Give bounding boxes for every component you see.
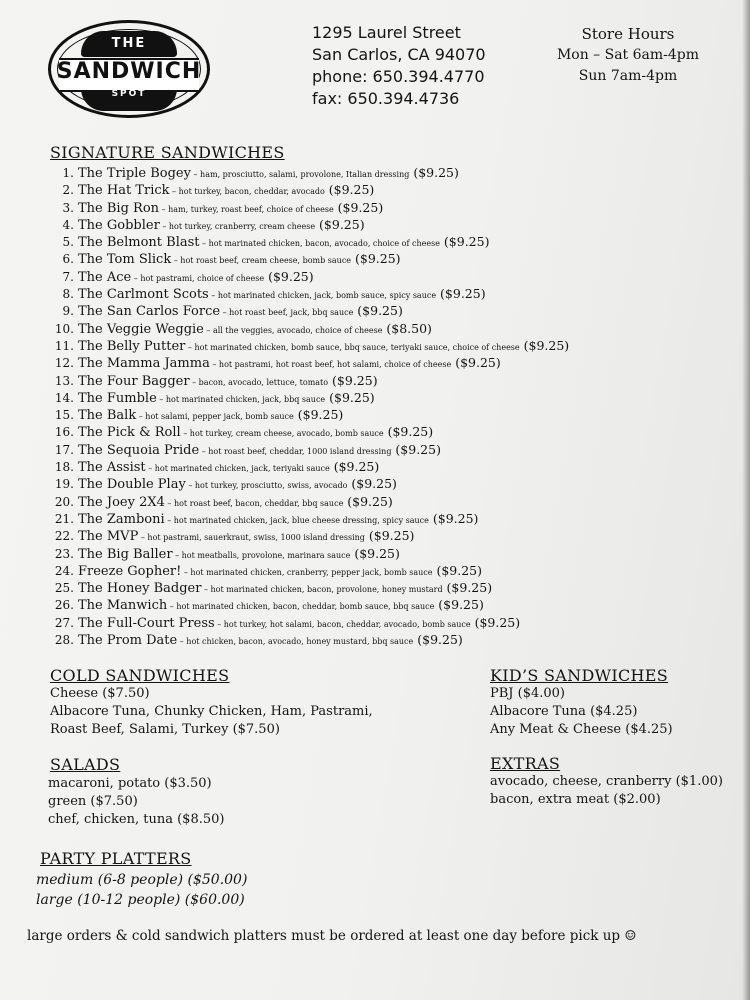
signature-item: [30, 285, 745, 302]
item-price: ($9.25): [315, 216, 365, 232]
salads-items: [48, 775, 224, 829]
item-number: 27.: [54, 615, 74, 630]
platters-heading: PARTY PLATTERS: [40, 849, 192, 868]
item-description: – hot marinated chicken, jack, blue cheese dressing, spicy sauce: [164, 515, 429, 525]
item-name: The Triple Bogey: [78, 166, 191, 181]
signature-item: [30, 614, 745, 631]
item-description: – hot turkey, bacon, cheddar, avocado: [169, 187, 325, 197]
item-description: – hot turkey, prosciutto, swiss, avocado: [185, 481, 348, 491]
item-price: ($9.25): [451, 355, 501, 371]
item-name: The Big Ron: [78, 200, 160, 216]
item-description: – hot turkey, cream cheese, avocado, bomb sauce: [180, 429, 384, 439]
item-number: 2.: [62, 183, 74, 198]
store-hours: [548, 24, 708, 87]
item-number: 8.: [62, 287, 74, 302]
item-description: – hot pastrami, sauerkraut, swiss, 1000 island dressing: [138, 533, 365, 543]
kids-heading: KID’S SANDWICHES: [490, 666, 668, 685]
signature-item: [30, 302, 745, 319]
item-number: 17.: [54, 442, 74, 457]
store-address: [312, 22, 486, 110]
signature-item: [30, 320, 745, 337]
item-name: The Belly Putter: [78, 338, 186, 354]
item-name: The Prom Date: [78, 633, 178, 649]
item-number: 11.: [54, 338, 74, 353]
kids-line: PBJ ($4.00): [490, 686, 566, 701]
city-line: San Carlos, CA 94070: [312, 45, 486, 64]
item-name: The MVP: [78, 529, 139, 545]
item-price: ($8.50): [382, 320, 432, 336]
item-name: The Manwich: [78, 598, 168, 614]
logo-top-text: THE: [111, 36, 147, 51]
signature-item: [30, 423, 745, 440]
item-description: – hot marinated chicken, jack, bbq sauce: [156, 394, 326, 404]
item-price: ($9.25): [325, 389, 375, 405]
item-price: ($9.25): [353, 303, 403, 319]
item-price: ($9.25): [436, 286, 486, 302]
signature-item: [30, 354, 745, 371]
signature-item: [30, 406, 745, 423]
cold-items: [50, 685, 373, 739]
item-number: 3.: [62, 200, 74, 215]
sandwich-spot-logo: [48, 20, 210, 118]
kids-line: Any Meat & Cheese ($4.25): [490, 722, 673, 737]
logo-main-text: SANDWICH: [56, 59, 202, 84]
signature-item: [30, 596, 745, 613]
item-name: The Ace: [78, 269, 132, 285]
signature-item: [30, 389, 745, 406]
signature-list: [30, 164, 745, 648]
salads-line: chef, chicken, tuna ($8.50): [48, 812, 225, 827]
extras-items: [490, 773, 723, 809]
item-price: ($9.25): [434, 597, 484, 613]
item-price: ($9.25): [350, 545, 400, 561]
item-name: The Double Play: [78, 477, 186, 493]
item-name: The Four Bagger: [78, 373, 190, 389]
platters-items: [36, 870, 247, 910]
signature-item: [30, 216, 745, 233]
item-name: The Belmont Blast: [78, 235, 200, 251]
logo-bottom-text: SPOT: [111, 89, 147, 99]
item-number: 14.: [54, 390, 74, 405]
signature-item: [30, 579, 745, 596]
cold-line: Roast Beef, Salami, Turkey ($7.50): [50, 722, 280, 737]
item-number: 6.: [62, 252, 74, 267]
item-name: The Balk: [78, 408, 137, 424]
item-price: ($9.25): [442, 580, 493, 596]
signature-item: [30, 199, 745, 216]
signature-item: [30, 337, 745, 354]
extras-line: bacon, extra meat ($2.00): [490, 792, 661, 807]
item-number: 15.: [54, 408, 74, 423]
item-description: – hot roast beef, bacon, cheddar, bbq sauce: [164, 498, 344, 508]
kids-items: [490, 685, 673, 739]
item-number: 28.: [54, 633, 74, 648]
item-price: ($9.25): [428, 510, 479, 526]
kids-line: Albacore Tuna ($4.25): [490, 704, 638, 719]
item-price: ($9.25): [329, 459, 380, 475]
item-description: – hot marinated chicken, bomb sauce, bbq sauce, teriyaki sauce, choice of cheese: [185, 342, 520, 352]
item-price: ($9.25): [391, 441, 441, 457]
item-name: Freeze Gopher!: [78, 563, 182, 579]
item-price: ($9.25): [347, 476, 397, 492]
item-description: – all the veggies, avocado, choice of cheese: [203, 325, 383, 335]
item-name: The Zamboni: [78, 511, 165, 527]
item-number: 7.: [62, 269, 74, 284]
item-description: – hot chicken, bacon, avocado, honey mustard, bbq sauce: [177, 637, 414, 647]
item-number: 9.: [62, 304, 74, 319]
item-description: – hot marinated chicken, bacon, avocado, choice of cheese: [199, 239, 440, 249]
item-price: ($9.25): [364, 528, 415, 544]
phone-line: phone: 650.394.4770: [312, 67, 485, 86]
item-number: 21.: [54, 511, 74, 526]
signature-item: [30, 562, 745, 579]
item-description: – hot turkey, hot salami, bacon, cheddar, avocado, bomb sauce: [214, 619, 471, 629]
street-line: 1295 Laurel Street: [312, 23, 461, 42]
item-description: – hot marinated chicken, cranberry, pepper jack, bomb sauce: [181, 567, 433, 577]
cold-line: Albacore Tuna, Chunky Chicken, Ham, Pastrami,: [50, 704, 373, 719]
hours-sunday: Sun 7am-4pm: [578, 68, 678, 84]
signature-item: [30, 441, 745, 458]
item-price: ($9.25): [470, 614, 521, 630]
cold-line: Cheese ($7.50): [50, 686, 150, 701]
item-price: ($9.25): [409, 165, 459, 180]
item-name: The Mamma Jamma: [78, 356, 210, 372]
item-name: The Carlmont Scots: [78, 287, 209, 303]
hours-title: Store Hours: [581, 25, 675, 43]
signature-item: [30, 510, 745, 527]
item-price: ($9.25): [383, 424, 434, 440]
signature-item: [30, 372, 745, 389]
platters-line: medium (6-8 people) ($50.00): [36, 872, 248, 888]
item-name: The San Carlos Force: [78, 304, 221, 320]
item-description: – hot marinated chicken, bacon, provolone, honey mustard: [201, 585, 443, 595]
signature-item: [30, 631, 745, 648]
signature-heading: SIGNATURE SANDWICHES: [50, 143, 285, 162]
item-name: The Assist: [78, 460, 146, 476]
item-description: – hot pastrami, hot roast beef, hot salami, choice of cheese: [209, 360, 452, 370]
item-number: 4.: [62, 217, 74, 232]
item-name: The Gobbler: [78, 217, 160, 233]
signature-item: [30, 458, 745, 475]
extras-line: avocado, cheese, cranberry ($1.00): [490, 774, 723, 789]
item-number: 1.: [62, 166, 74, 180]
item-name: The Veggie Weggie: [78, 321, 204, 337]
item-description: – hot meatballs, provolone, marinara sauce: [172, 550, 351, 560]
item-price: ($9.25): [324, 182, 375, 198]
item-price: ($9.25): [264, 268, 314, 284]
signature-item: [30, 268, 745, 285]
item-name: The Fumble: [78, 390, 157, 406]
item-price: ($9.25): [328, 372, 378, 388]
item-price: ($9.25): [351, 251, 401, 267]
item-description: – hot turkey, cranberry, cream cheese: [159, 221, 316, 231]
item-number: 24.: [54, 563, 74, 578]
item-number: 10.: [54, 321, 74, 336]
item-number: 12.: [54, 356, 74, 371]
item-description: – hot marinated chicken, jack, bomb sauce, spicy sauce: [208, 291, 437, 301]
item-name: The Pick & Roll: [78, 425, 181, 441]
item-description: – hot roast beef, cream cheese, bomb sauce: [171, 256, 352, 266]
item-description: – hot roast beef, cheddar, 1000 island dressing: [199, 446, 392, 456]
item-number: 19.: [54, 477, 74, 492]
item-price: ($9.25): [413, 632, 463, 648]
salads-line: green ($7.50): [48, 794, 138, 809]
signature-item: [30, 493, 745, 510]
signature-item: [30, 164, 745, 181]
salads-line: macaroni, potato ($3.50): [48, 776, 212, 791]
item-name: The Tom Slick: [78, 252, 172, 268]
item-number: 5.: [62, 235, 74, 250]
item-number: 22.: [54, 529, 74, 544]
item-description: – bacon, avocado, lettuce, tomato: [189, 377, 329, 387]
order-notice: large orders & cold sandwich platters must be ordered at least one day before pick up ☺: [27, 928, 637, 944]
item-description: – hot roast beef, jack, bbq sauce: [220, 308, 354, 318]
signature-item: [30, 181, 745, 198]
item-name: The Big Baller: [78, 546, 173, 562]
signature-item: [30, 527, 745, 544]
item-description: – hot salami, pepper jack, bomb sauce: [136, 412, 294, 422]
item-price: ($9.25): [439, 234, 490, 250]
item-description: – hot marinated chicken, jack, teriyaki sauce: [145, 464, 330, 474]
signature-item: [30, 250, 745, 267]
signature-item: [30, 545, 745, 562]
signature-item: [30, 475, 745, 492]
item-number: 26.: [54, 598, 74, 613]
extras-heading: EXTRAS: [490, 754, 561, 773]
item-description: – hot pastrami, choice of cheese: [131, 273, 265, 283]
item-number: 16.: [54, 425, 74, 440]
platters-line: large (10-12 people) ($60.00): [36, 892, 245, 908]
salads-heading: SALADS: [50, 755, 121, 774]
item-description: – hot marinated chicken, bacon, cheddar, bomb sauce, bbq sauce: [167, 602, 435, 612]
signature-item: [30, 233, 745, 250]
item-name: The Hat Trick: [78, 183, 170, 199]
item-number: 23.: [54, 546, 74, 561]
item-number: 25.: [54, 581, 74, 596]
item-price: ($9.25): [519, 337, 570, 353]
item-price: ($9.25): [432, 562, 483, 578]
hours-weekday: Mon – Sat 6am-4pm: [556, 47, 700, 63]
item-price: ($9.25): [293, 407, 344, 423]
fax-line: fax: 650.394.4736: [312, 89, 460, 108]
item-price: ($9.25): [333, 199, 384, 215]
item-number: 13.: [54, 373, 74, 388]
item-name: The Honey Badger: [78, 581, 202, 597]
cold-heading: COLD SANDWICHES: [50, 666, 230, 685]
item-price: ($9.25): [343, 493, 393, 509]
item-name: The Sequoia Pride: [78, 442, 200, 458]
item-number: 18.: [54, 460, 74, 475]
item-name: The Full-Court Press: [78, 615, 215, 631]
item-name: The Joey 2X4: [78, 494, 165, 510]
item-number: 20.: [54, 494, 74, 509]
item-description: – ham, turkey, roast beef, choice of cheese: [159, 204, 334, 214]
item-description: – ham, prosciutto, salami, provolone, Italian dressing: [190, 170, 410, 179]
page-edge-shadow: [742, 0, 750, 1000]
